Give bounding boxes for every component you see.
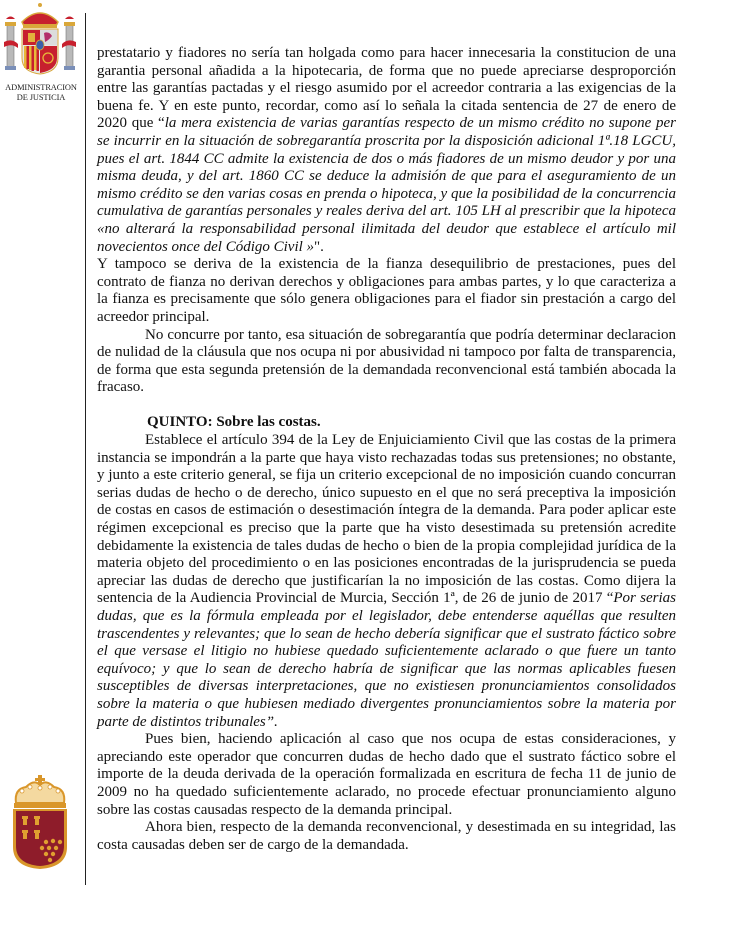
logo-caption-line1: ADMINISTRACION	[5, 83, 77, 92]
document-body	[97, 45, 676, 854]
margin-rule	[85, 13, 86, 885]
paragraph-6: Ahora bien, respecto de la demanda reconvencional, y desestimada en su integridad, las costa causadas deben ser de cargo de la demandada.	[97, 819, 676, 853]
spacer	[97, 397, 676, 415]
paragraph-4-text: Establece el artículo 394 de la Ley de Enjuiciamiento Civil que las costas de la primera instancia se impondrán a la parte que haya visto rechazadas todas sus pretensiones; no obstante, y junto a este criterio general, se fija un criterio excepcional de no imposición cuando concurran serias dudas de hecho o de derecho, único supuesto en el que no será preceptiva la imposición de costas en casos de estimación o desestimación íntegra de la demanda. Para poder aplicar este régimen excepcional es preciso que la parte que ha visto desestimada su pretensión acredite debidamente la existencia de tales dudas de hecho o bien de la propia complejidad jurídica de la materia objeto del procedimiento o en las posiciones encontradas de la jurisprudencia se pueda apreciar las dudas de derecho que justificarían la no imposición de las costas. Como dijera la sentencia de la Audiencia Provincial de Murcia, Sección 1ª, de 26 de junio de 2017 “	[97, 432, 676, 607]
paragraph-1	[97, 45, 676, 256]
logo-caption	[0, 83, 82, 103]
section-heading: QUINTO: Sobre las costas.	[147, 414, 321, 431]
logo-caption-line2: DE JUSTICIA	[16, 93, 66, 102]
spain-coat-of-arms-icon	[2, 2, 78, 78]
paragraph-4-quote: Por serias dudas, que es la fórmula empleada por el legislador, debe entenderse aquéllas que resulten trascendentes y relevantes; que lo sean de hecho debería significar que el sustrato fáctico sobre el que versase el litigio no hubiese quedado suficientemente aclarado o que fuere un tanto equívoco; y que lo sean de derecho habría de significar que las normas aplicables fuesen susceptibles de diversas interpretaciones, que no existiesen pronunciamientos consolidados sobre la materia o que hubiesen mediado divergentes pronunciamientos sobre la materia por parte de distintos tribunales”.	[97, 590, 676, 730]
paragraph-1-end: ".	[314, 238, 324, 255]
paragraph-2: Y tampoco se deriva de la existencia de la fianza desequilibrio de prestaciones, pues del contrato de fianza no derivan derechos y obligaciones para ambas partes, y lo que caracteriza a la fianza es precisamente que sólo genera obligaciones para el fiador sin prestación a cargo del acreedor principal.	[97, 256, 676, 325]
paragraph-5: Pues bien, haciendo aplicación al caso que nos ocupa de estas consideraciones, y apreciando este operador que concurren dudas de hecho dado que el sustrato fáctico sobre el importe de la deuda derivada de la operación formalizada en escritura de fecha 11 de junio de 2009 no ha quedado suficientemente aclarado, no procede efectuar pronunciamiento alguno sobre las costas causadas respecto de la demanda principal.	[97, 731, 676, 818]
paragraph-1-text: prestatario y fiadores no sería tan holgada como para hacer innecesaria la constitucion de una garantia personal añadida a la hipotecaria, de forma que no puede apreciarse desproporción entre las garantías pactadas y el riesgo asumido por el acreedor contraria a las exigencias de la buena fe. Y en este punto, recordar, como así lo señala la citada sentencia de 27 de enero de 2020 que “	[97, 45, 676, 132]
paragraph-4	[97, 432, 676, 731]
paragraph-1-quote: la mera existencia de varias garantías respecto de un mismo crédito no supone per se incurrir en la situación de sobregarantía proscrita por la disposición adicional 1ª.18 LGCU, pues el art. 1844 CC admite la existencia de dos o más fiadores de un mismo deudor y por una misma deuda, y del art. 1860 CC se deduce la admisión de que para el aseguramiento de un mismo crédito se den varias cosas en prenda o hipoteca, y que la posibilidad de la concurrencia cumulativa de garantías personales y reales deriva del art. 105 LH al prescribir que la hipoteca «no alterará la responsabilidad personal ilimitada del deudor que establece el artículo mil novecientos once del Código Civil »	[97, 115, 676, 255]
paragraph-3: No concurre por tanto, esa situación de sobregarantía que podría determinar declaracion de nulidad de la cláusula que nos ocupa ni por abusividad ni tampoco por falta de transparencia, de forma que esta segunda pretensión de la demandada reconvencional está también abocada la fracaso.	[97, 326, 676, 396]
murcia-coat-of-arms-icon	[8, 775, 72, 870]
